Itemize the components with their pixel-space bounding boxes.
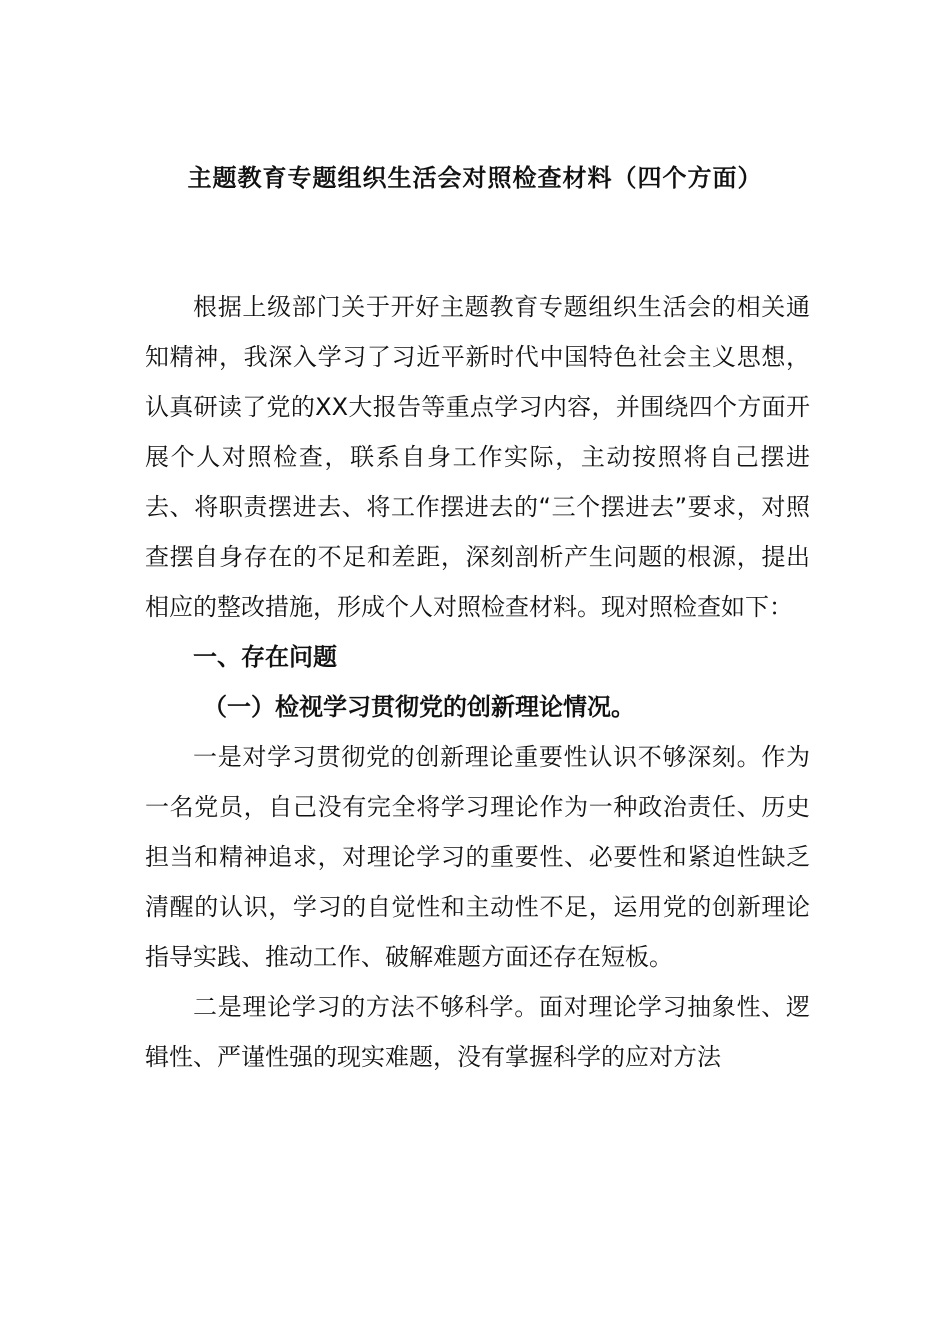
body-paragraph: 一是对学习贯彻党的创新理论重要性认识不够深刻。作为一名党员，自己没有完全将学习理论作为一种政治责任、历史担当和精神追求，对理论学习的重要性、必要性和紧迫性缺乏清醒的认识，学习的自觉性和主动性不足，运用党的创新理论指导实践、推动工作、破解难题方面还存在短板。 (145, 743, 810, 971)
subsection-heading: （一）检视学习贯彻党的创新理论情况。 (203, 693, 635, 721)
document-title: 主题教育专题组织生活会对照检查材料（四个方面） (187, 164, 763, 192)
body-paragraph: 二是理论学习的方法不够科学。面对理论学习抽象性、逻辑性、严谨性强的现实难题，没有掌握科学的应对方法 (145, 993, 810, 1071)
intro-paragraph: 根据上级部门关于开好主题教育专题组织生活会的相关通知精神，我深入学习了习近平新时代中国特色社会主义思想，认真研读了党的XX大报告等重点学习内容，并围绕四个方面开展个人对照检查，联系自身工作实际，主动按照将自己摆进去、将职责摆进去、将工作摆进去的“三个摆进去”要求，对照查摆自身存在的不足和差距，深刻剖析产生问题的根源，提出相应的整改措施，形成个人对照检查材料。现对照检查如下： (145, 293, 810, 621)
document-body (145, 282, 810, 1082)
section-heading: 一、存在问题 (193, 643, 337, 671)
